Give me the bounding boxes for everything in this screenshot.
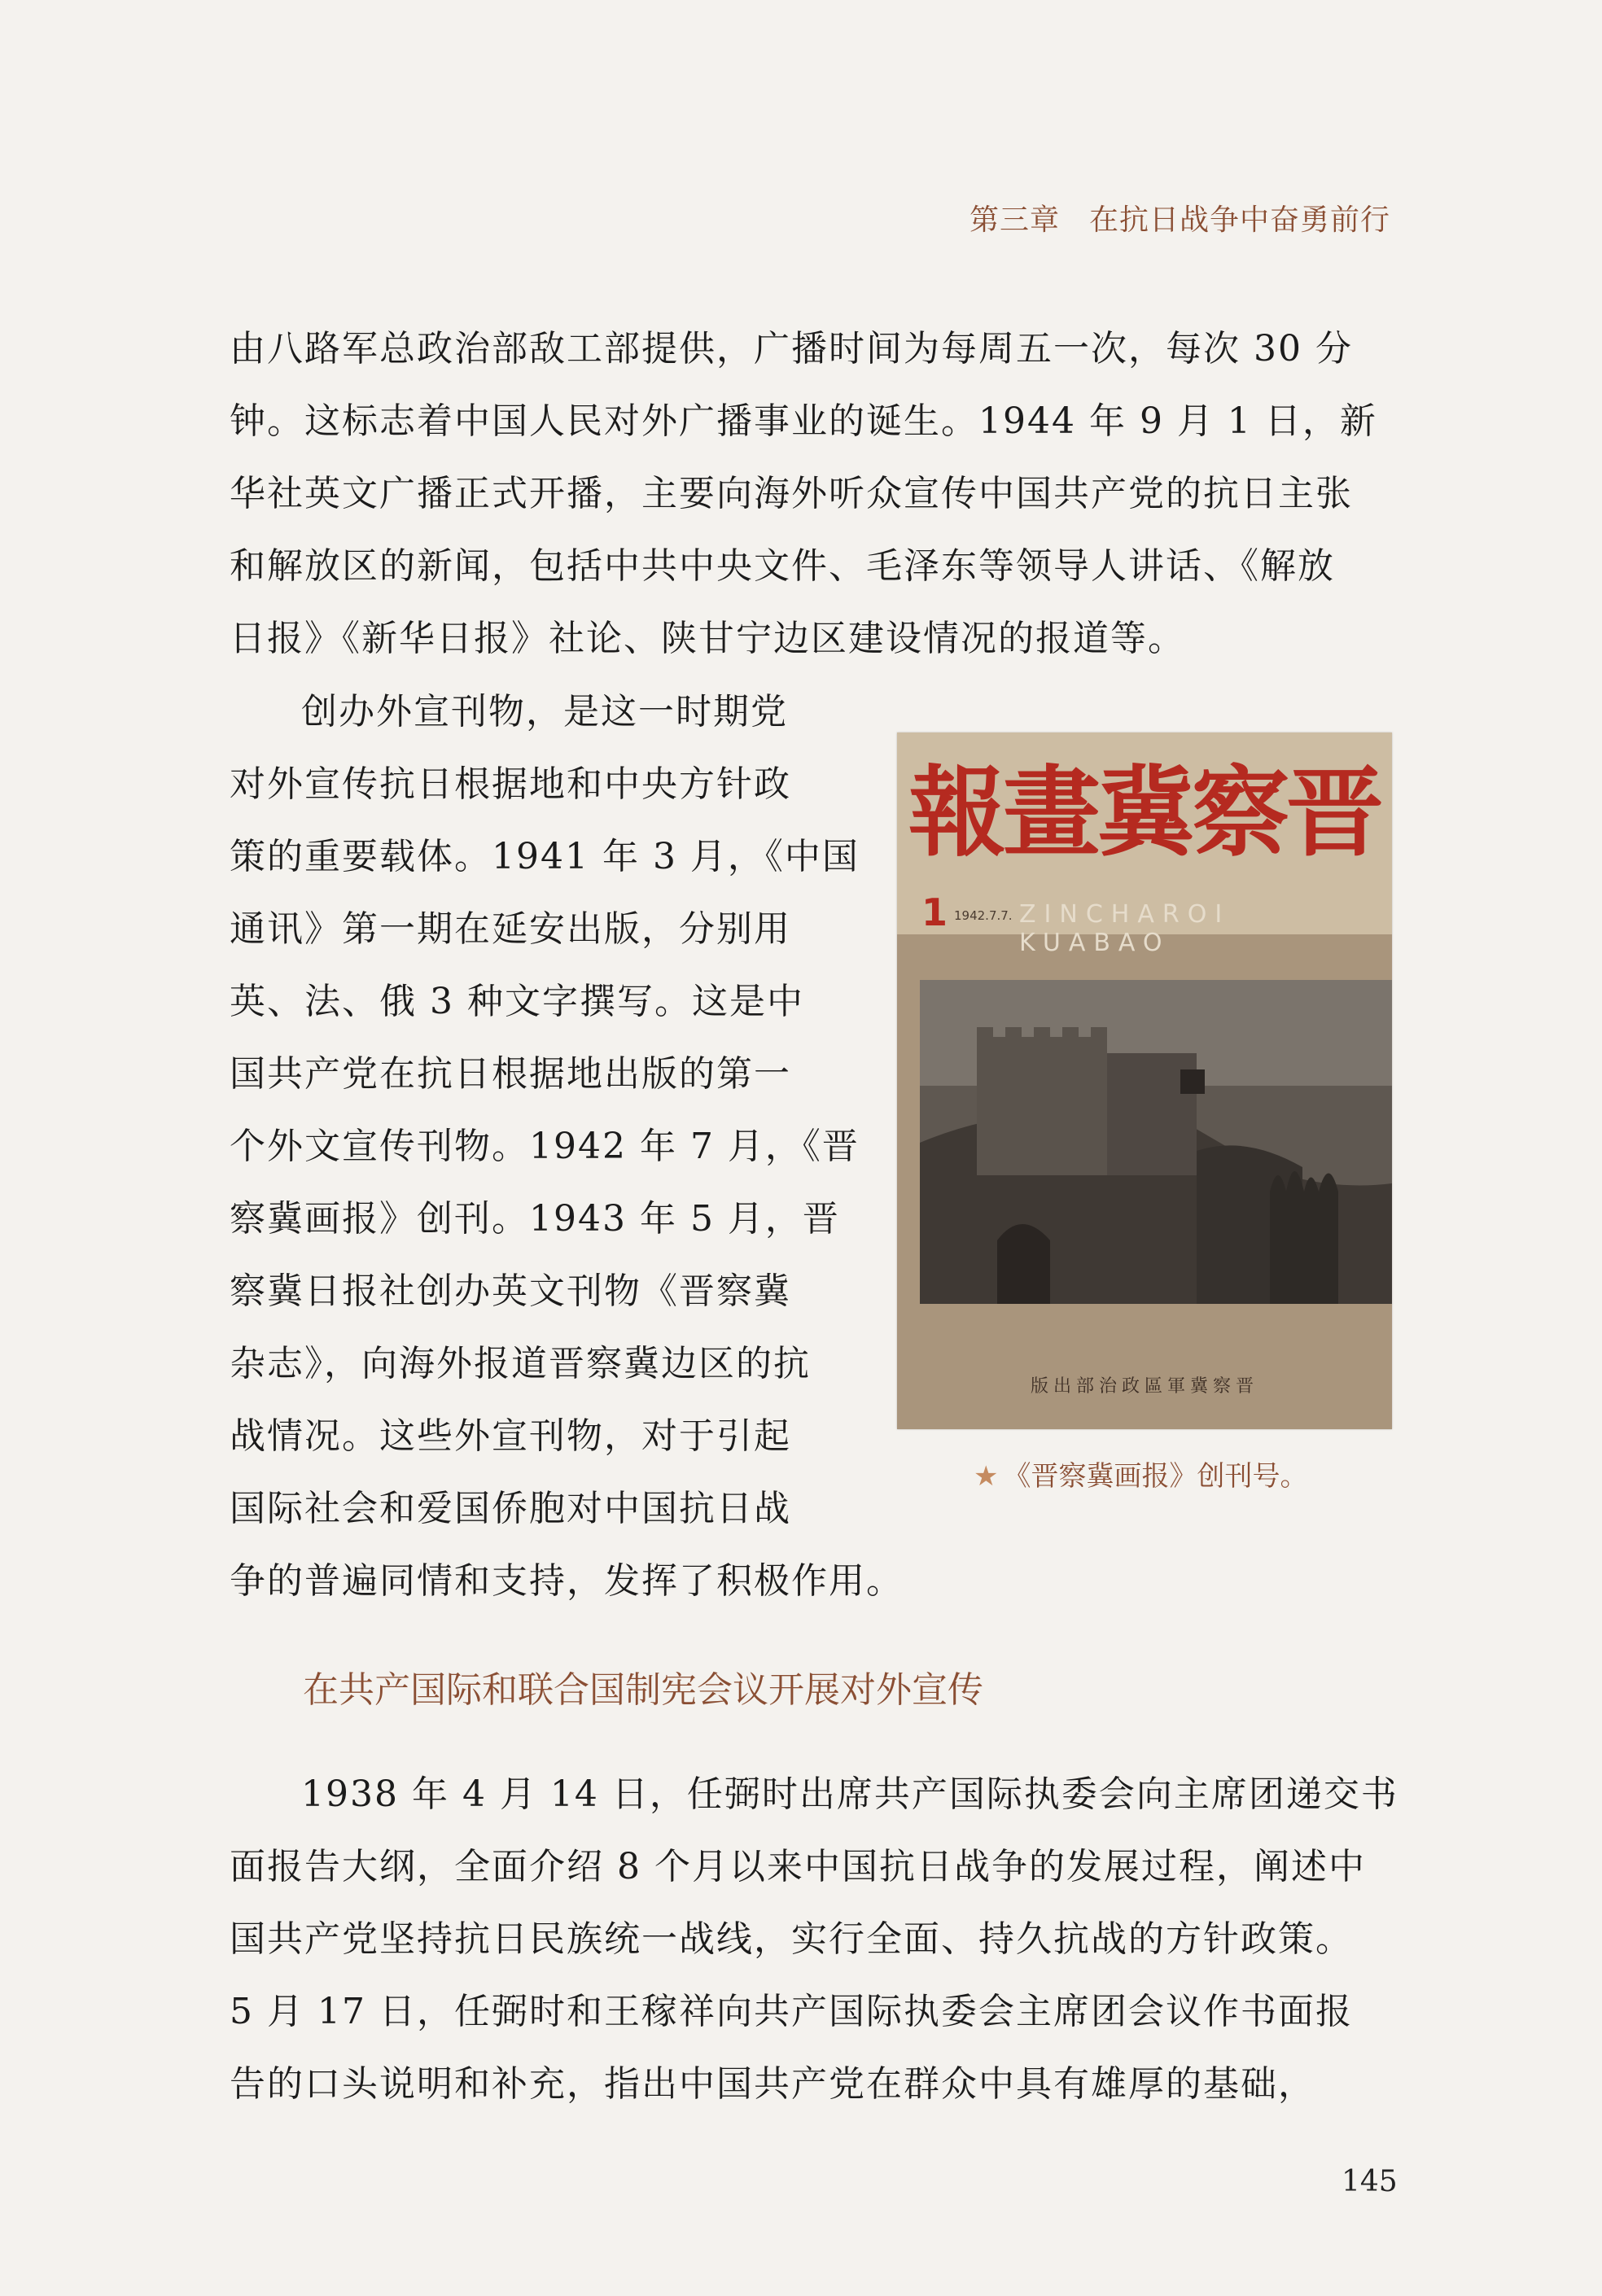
chapter-number: 第三章 [969, 203, 1060, 237]
issue-date: 1942.7.7. [954, 908, 1013, 923]
figure-caption [974, 1454, 1307, 1493]
text-line: 察冀画报》创刊。1943 年 5 月，晋 [230, 1198, 840, 1240]
great-wall-illustration [920, 980, 1392, 1304]
section-subheading: 在共产国际和联合国制宪会议开展对外宣传 [303, 1669, 983, 1711]
text-line: 日报》《新华日报》社论、陕甘宁边区建设情况的报道等。 [230, 618, 1185, 659]
issue-number: 1 [921, 890, 948, 934]
magazine-cover-figure [897, 733, 1392, 1429]
paragraph-broadcast [230, 313, 1394, 675]
page-number: 145 [1342, 2165, 1398, 2198]
paragraph-comintern [230, 1758, 1398, 2120]
great-wall-photo [920, 980, 1392, 1304]
text-line: 国共产党在抗日根据地出版的第一 [230, 1053, 791, 1095]
text-line: 个外文宣传刊物。1942 年 7 月，《晋 [230, 1126, 860, 1167]
text-line: 察冀日报社创办英文刊物《晋察冀 [230, 1270, 791, 1312]
text-line: 战情况。这些外宣刊物，对于引起 [230, 1415, 791, 1457]
caption-text: 《晋察冀画报》创刊号。 [1003, 1460, 1308, 1493]
text-line: 国际社会和爱国侨胞对中国抗日战 [230, 1488, 791, 1529]
running-header [970, 197, 1390, 238]
text-line: 对外宣传抗日根据地和中央方针政 [230, 763, 791, 805]
cover-romanization: ZINCHAROI KUABAO [1019, 900, 1231, 957]
text-line: 英、法、俄 3 种文字撰写。这是中 [230, 981, 804, 1022]
chapter-title: 在抗日战争中奋勇前行 [1088, 203, 1390, 237]
cover-publisher-line: 版出部治政區軍冀察晋 [1030, 1376, 1258, 1397]
text-line: 争的普遍同情和支持，发挥了积极作用。 [230, 1560, 904, 1602]
star-icon: ★ [974, 1460, 999, 1493]
text-line: 通讯》第一期在延安出版，分别用 [230, 908, 791, 950]
text-line: 由八路军总政治部敌工部提供，广播时间为每周五一次，每次 30 分 [230, 328, 1353, 370]
text-line: 国共产党坚持抗日民族统一战线，实行全面、持久抗战的方针政策。 [230, 1918, 1353, 1960]
text-line: 1938 年 4 月 14 日，任弼时出席共产国际执委会向主席团递交书 [301, 1773, 1398, 1815]
text-line: 面报告大纲，全面介绍 8 个月以来中国抗日战争的发展过程，阐述中 [230, 1846, 1366, 1887]
text-line: 5 月 17 日，任弼时和王稼祥向共产国际执委会主席团会议作书面报 [230, 1991, 1353, 2032]
text-line: 钟。这标志着中国人民对外广播事业的诞生。1944 年 9 月 1 日，新 [230, 400, 1377, 442]
text-line: 策的重要载体。1941 年 3 月，《中国 [230, 836, 860, 877]
text-line: 和解放区的新闻，包括中共中央文件、毛泽东等领导人讲话、《解放 [230, 545, 1335, 587]
cover-masthead: 報畫冀察晋 [908, 757, 1381, 870]
text-line: 华社英文广播正式开播，主要向海外听众宣传中国共产党的抗日主张 [230, 473, 1353, 514]
text-line: 杂志》，向海外报道晋察冀边区的抗 [230, 1343, 811, 1384]
paragraph-publications [230, 676, 904, 1617]
text-line: 告的口头说明和补充，指出中国共产党在群众中具有雄厚的基础， [230, 2063, 1315, 2105]
text-line: 创办外宣刊物，是这一时期党 [301, 691, 788, 733]
